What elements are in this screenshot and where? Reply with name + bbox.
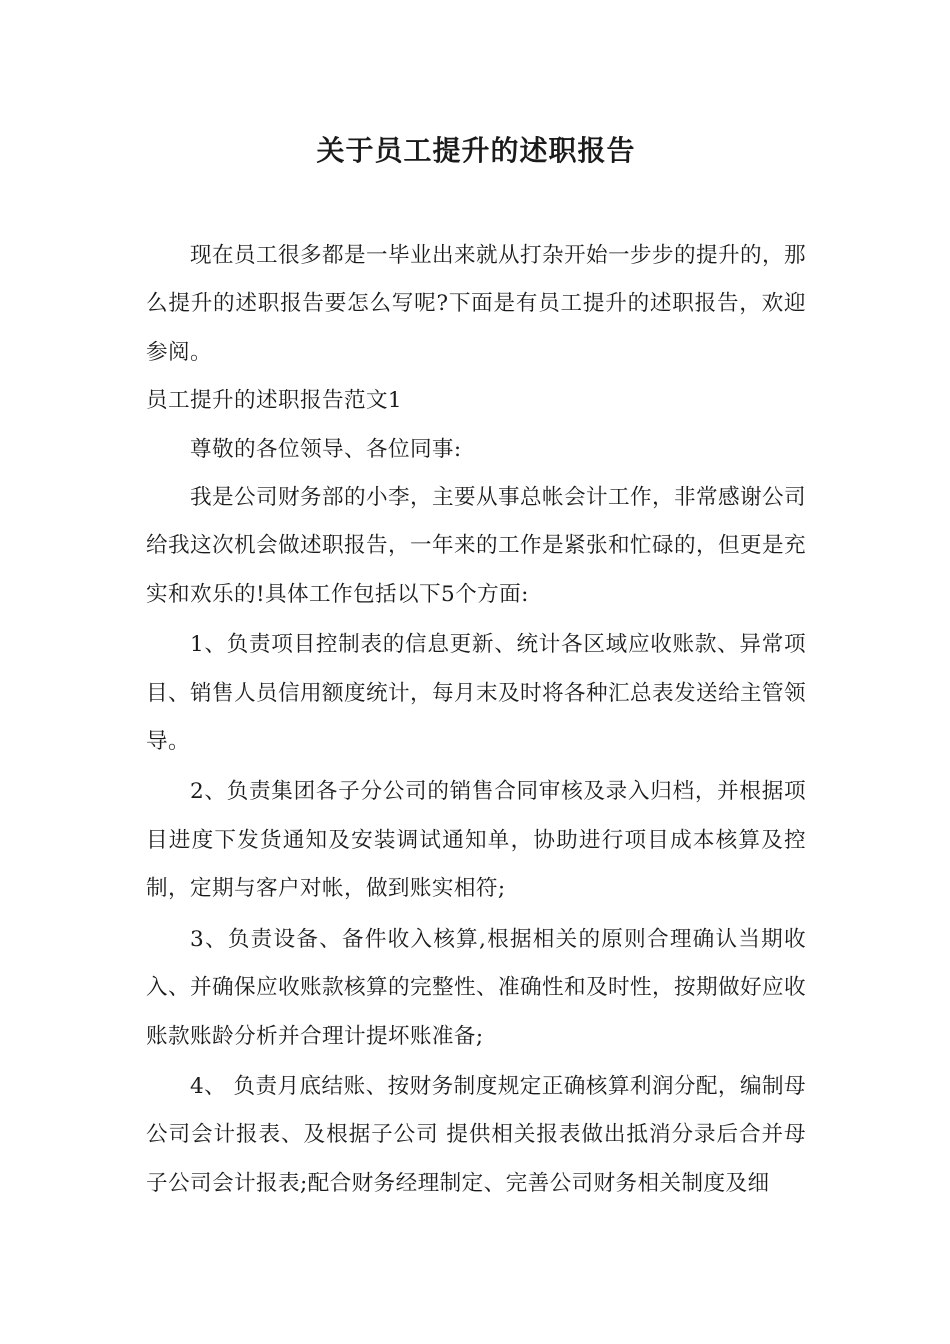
document-body xyxy=(146,232,806,1208)
document-title: 关于员工提升的述职报告 xyxy=(316,134,636,167)
list-item-1: 1、负责项目控制表的信息更新、统计各区域应收账款、异常项目、销售人员信用额度统计，每月末及时将各种汇总表发送给主管领导。 xyxy=(146,632,806,755)
list-item-3: 3、负责设备、备件收入核算,根据相关的原则合理确认当期收入、并确保应收账款核算的完整性、准确性和及时性，按期做好应收账款账龄分析并合理计提坏账准备; xyxy=(146,926,806,1049)
salutation: 尊敬的各位领导、各位同事: xyxy=(190,436,462,462)
list-item-4: 4、 负责月底结账、按财务制度规定正确核算利润分配，编制母公司会计报表、及根据子公司 提供相关报表做出抵消分录后合并母子公司会计报表;配合财务经理制定、完善公司财务相关制度及细 xyxy=(146,1073,806,1196)
intro-paragraph: 现在员工很多都是一毕业出来就从打杂开始一步步的提升的，那么提升的述职报告要怎么写呢?下面是有员工提升的述职报告，欢迎参阅。 xyxy=(146,243,806,365)
section-heading: 员工提升的述职报告范文1 xyxy=(146,388,403,414)
list-item-2: 2、负责集团各子分公司的销售合同审核及录入归档，并根据项目进度下发货通知及安装调试通知单，协助进行项目成本核算及控制，定期与客户对帐，做到账实相符; xyxy=(146,779,806,902)
body-paragraph: 我是公司财务部的小李，主要从事总帐会计工作，非常感谢公司给我这次机会做述职报告，一年来的工作是紧张和忙碌的，但更是充实和欢乐的!具体工作包括以下5个方面: xyxy=(146,485,806,607)
